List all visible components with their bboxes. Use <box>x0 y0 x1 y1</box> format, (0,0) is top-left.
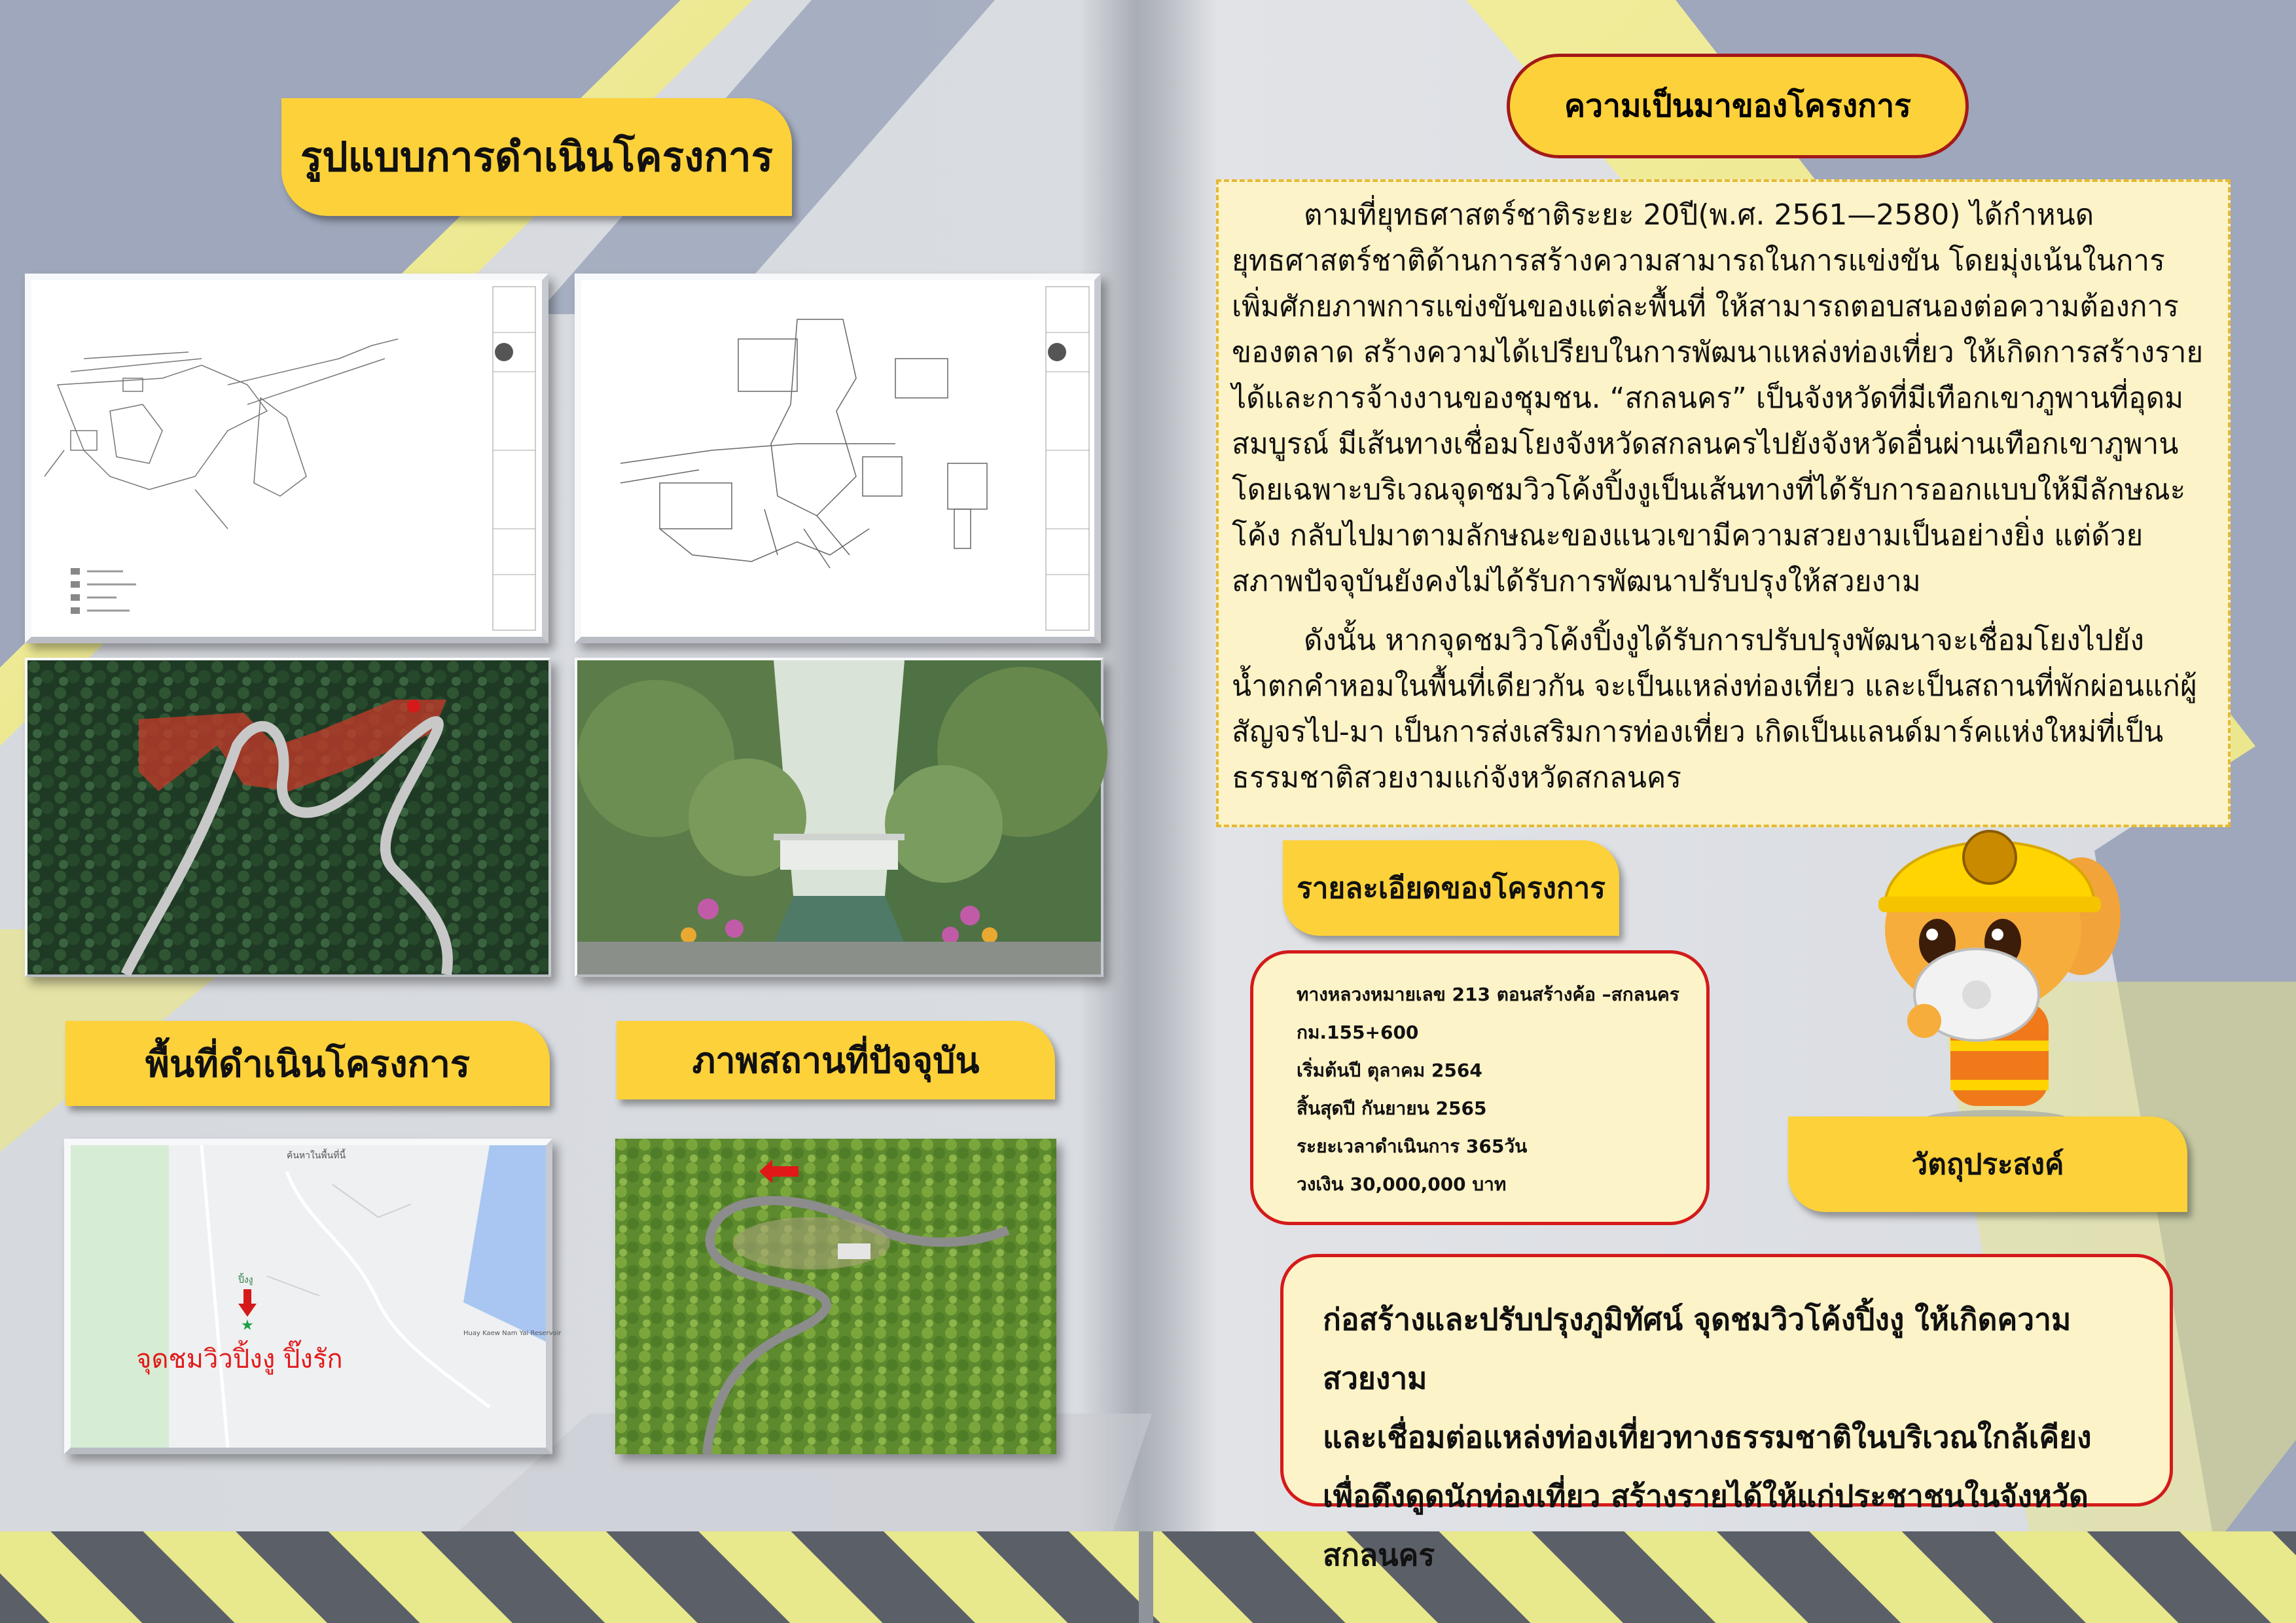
objective-title-banner <box>1788 1116 2187 1212</box>
helmet-emblem-icon <box>1964 831 2016 883</box>
history-paragraph-1: ตามที่ยุทธศาสตร์ชาติระยะ 20ปี(พ.ศ. 2561—2580) ได้กำหนดยุทธศาสตร์ชาติด้านการสร้างความสามารถในการแข่งขัน โดยมุ่งเน้นในการเพิ่มศักยภาพการแข่งขันของแต่ละพื้นที่ ให้สามารถตอบสนองต่อความต้องการของตลาด สร้างความได้เปรียบในการพัฒนาแหล่งท่องเที่ยว ให้เกิดการสร้างรายได้และการจ้างงานของชุมชน. “สกลนคร” เป็นจังหวัดที่มีเทือกเขาภูพานที่อุดมสมบูรณ์ มีเส้นทางเชื่อมโยงจังหวัดสกลนครไปยังจังหวัดอื่นผ่านเทือกเขาภูพาน โดยเฉพาะบริเวณจุดชมวิวโค้งปิ้งงูเป็นเส้นทางที่ได้รับการออกแบบให้มีลักษณะโค้ง กลับไปมาตามลักษณะของแนวเขามีความสวยงามเป็นอย่างยิ่ง แต่ด้วยสภาพปัจจุบันยังคงไม่ได้รับการพัฒนาปรับปรุงให้สวยงาม <box>1232 198 2204 598</box>
objective-line-2: และเชื่อมต่อแหล่งท่องเที่ยวทางธรรมชาติในบริเวณใกล้เคียง <box>1323 1419 2092 1455</box>
history-title-banner <box>1507 54 1969 158</box>
detail-km: กม.155+600 <box>1297 1022 1419 1043</box>
details-box <box>1250 950 1710 1225</box>
detail-budget: วงเงิน 30,000,000 บาท <box>1297 1173 1507 1195</box>
objective-line-3: เพื่อดึงดูดนักท่องเที่ยว สร้างรายได้ให้แก่ประชาชนในจังหวัดสกลนคร <box>1323 1478 2089 1573</box>
current-title: ภาพสถานที่ปัจจุบัน <box>692 1040 980 1081</box>
site-plan-drawing-2 <box>575 274 1101 643</box>
map-svg <box>71 1145 562 1448</box>
site-plan-drawing-1 <box>25 274 548 643</box>
current-title-banner <box>617 1021 1055 1099</box>
map-place-label: ปิ้งงู <box>238 1275 253 1285</box>
history-text-box <box>1216 179 2231 827</box>
map-search-label: ค้นหาในพื้นที่นี้ <box>287 1150 346 1161</box>
detail-highway: ทางหลวงหมายเลข 213 ตอนสร้างค้อ –สกลนคร <box>1297 984 1679 1005</box>
render-svg <box>577 660 1101 974</box>
map-location-label: จุดชมวิวปิ้งงู ปิ๊งรัก <box>136 1344 343 1374</box>
details-title: รายละเอียดของโครงการ <box>1297 872 1605 905</box>
mascot-illustration <box>1872 805 2121 1132</box>
objective-title: วัตถุประสงค์ <box>1911 1148 2064 1181</box>
detail-duration: ระยะเวลาดำเนินการ 365วัน <box>1297 1135 1528 1157</box>
area-title: พื้นที่ดำเนินโครงการ <box>145 1043 470 1086</box>
satellite-photo <box>25 658 551 977</box>
detail-end: สิ้นสุดปี กันยายน 2565 <box>1297 1097 1487 1119</box>
objective-box <box>1280 1254 2173 1573</box>
location-arrow <box>243 1289 251 1305</box>
map-lake-label: Huay Kaew Nam Yai Reservoir <box>463 1330 562 1337</box>
location-map <box>64 1139 562 1454</box>
detail-start: เริ่มต้นปี ตุลาคม 2564 <box>1297 1060 1482 1081</box>
landscape-render <box>575 658 1103 977</box>
history-paragraph-2: ดังนั้น หากจุดชมวิวโค้งปิ้งงูได้รับการปรับปรุงพัฒนาจะเชื่อมโยงไปยังน้ำตกคำหอมในพื้นที่เดียวกัน จะเป็นแหล่งท่องเที่ยว และเป็นสถานที่พักผ่อนแก่ผู้สัญจรไป-มา เป็นการส่งเสริมการท่องเที่ยว เกิดเป็นแลนด์มาร์คแห่งใหม่ที่เป็นธรรมชาติสวยงามแก่จังหวัดสกลนคร <box>1232 624 2197 794</box>
satellite-svg <box>27 660 548 974</box>
site-plan-1-svg <box>31 280 542 637</box>
area-title-banner <box>65 1021 550 1106</box>
aerial-svg <box>615 1139 1056 1454</box>
site-plan-2-svg <box>581 280 1094 637</box>
location-star-icon: ★ <box>241 1317 254 1334</box>
details-title-banner <box>1283 840 1619 936</box>
objective-line-1: ก่อสร้างและปรับปรุงภูมิทัศน์ จุดชมวิวโค้งปิ้งงู ให้เกิดความสวยงาม <box>1323 1302 2072 1396</box>
aerial-photo <box>615 1139 1056 1454</box>
format-title-banner <box>281 98 792 216</box>
format-title: รูปแบบการดำเนินโครงการ <box>300 133 774 181</box>
history-title: ความเป็นมาของโครงการ <box>1564 88 1911 124</box>
